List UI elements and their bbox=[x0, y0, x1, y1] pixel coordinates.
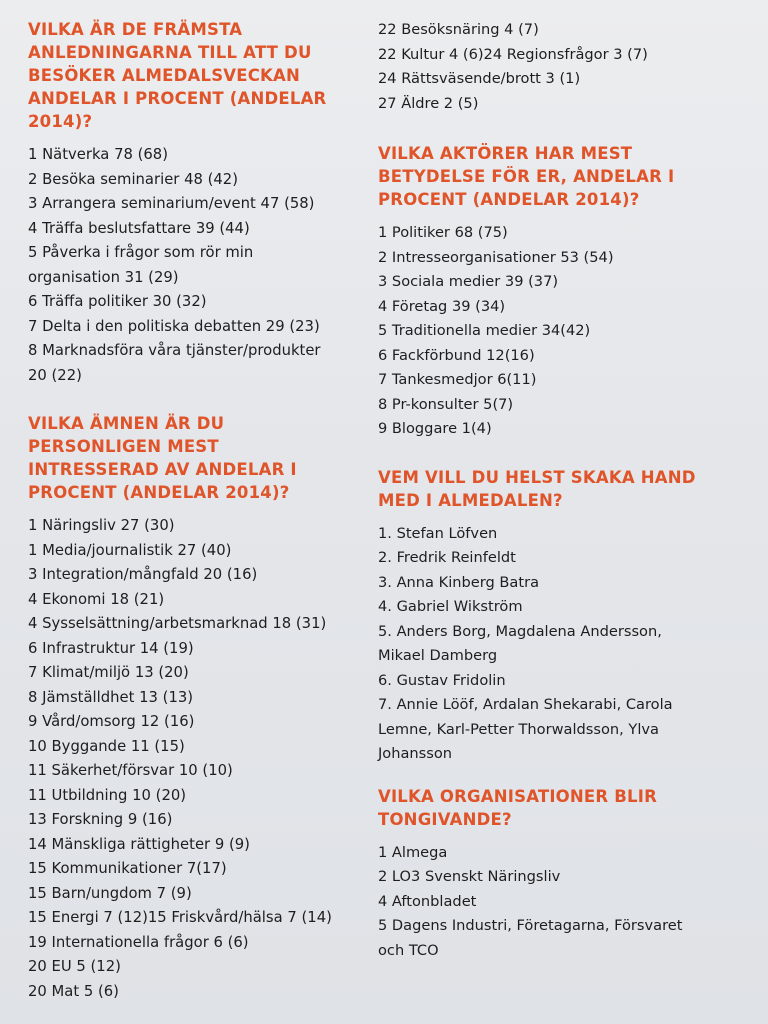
list-item: 4 Företag 39 (34) bbox=[378, 297, 506, 315]
section-reasons bbox=[28, 18, 368, 388]
list-item: 6 Träffa politiker 30 (32) bbox=[28, 293, 207, 310]
list-reasons bbox=[28, 143, 368, 388]
list-item: 2 Besöka seminarier 48 (42) bbox=[28, 170, 238, 188]
list-item: 9 Vård/omsorg 12 (16) bbox=[28, 713, 195, 730]
list-item: 5 Dagens Industri, Företagarna, Försvaret bbox=[378, 917, 683, 934]
list-item: Mikael Damberg bbox=[378, 647, 498, 664]
list-topics bbox=[28, 514, 368, 1004]
list-item: 3. Anna Kinberg Batra bbox=[378, 573, 540, 591]
list-item: 5 Traditionella medier 34(42) bbox=[378, 322, 591, 339]
list-item: 15 Energi 7 (12)15 Friskvård/hälsa 7 (14) bbox=[28, 909, 332, 926]
list-item: 22 Kultur 4 (6)24 Regionsfrågor 3 (7) bbox=[378, 45, 648, 63]
list-item: 5. Anders Borg, Magdalena Andersson, bbox=[378, 622, 662, 640]
list-item: 5 Påverka i frågor som rör min bbox=[28, 244, 254, 261]
list-item: 24 Rättsväsende/brott 3 (1) bbox=[378, 70, 581, 87]
list-item: 2 LO3 Svenskt Näringsliv bbox=[378, 868, 561, 885]
list-item: 15 Barn/ungdom 7 (9) bbox=[28, 884, 192, 902]
list-item: 14 Mänskliga rättigheter 9 (9) bbox=[28, 835, 250, 853]
section-heading-reasons: VILKA ÄR DE FRÄMSTA ANLEDNINGARNA TILL ATT DU BESÖKER ALMEDALSVECKAN ANDELAR I PROCENT (ANDELAR 2014)? bbox=[28, 20, 327, 131]
list-item: 8 Pr-konsulter 5(7) bbox=[378, 395, 514, 413]
list-item: 8 Marknadsföra våra tjänster/produkter bbox=[28, 342, 321, 359]
list-item: 3 Sociala medier 39 (37) bbox=[378, 273, 559, 290]
list-item: 27 Äldre 2 (5) bbox=[378, 94, 479, 112]
section-heading-actors: VILKA AKTÖRER HAR MEST BETYDELSE FÖR ER, ANDELAR I PROCENT (ANDELAR 2014)? bbox=[378, 144, 675, 209]
list-item: 20 Mat 5 (6) bbox=[28, 982, 119, 1000]
list-item: 20 EU 5 (12) bbox=[28, 958, 121, 975]
list-item: och TCO bbox=[378, 941, 439, 959]
list-item: Johansson bbox=[378, 745, 453, 762]
list-item: 10 Byggande 11 (15) bbox=[28, 737, 185, 755]
list-item: Lemne, Karl-Petter Thorwaldsson, Ylva bbox=[378, 720, 659, 738]
list-item: organisation 31 (29) bbox=[28, 268, 179, 286]
section-topics bbox=[28, 412, 368, 1004]
list-item: 19 Internationella frågor 6 (6) bbox=[28, 933, 249, 951]
list-item: 1. Stefan Löfven bbox=[378, 524, 498, 542]
list-item: 20 (22) bbox=[28, 366, 82, 384]
list-item: 1 Politiker 68 (75) bbox=[378, 224, 508, 241]
list-item: 7 Tankesmedjor 6(11) bbox=[378, 371, 537, 388]
list-item: 11 Säkerhet/försvar 10 (10) bbox=[28, 762, 233, 779]
list-item: 4 Träffa beslutsfattare 39 (44) bbox=[28, 219, 250, 237]
list-handshake bbox=[378, 522, 730, 767]
list-item: 4 Sysselsättning/arbetsmarknad 18 (31) bbox=[28, 615, 327, 632]
section-topics-continued bbox=[378, 18, 730, 116]
list-item: 7 Delta i den politiska debatten 29 (23) bbox=[28, 317, 320, 335]
list-item: 15 Kommunikationer 7(17) bbox=[28, 860, 227, 877]
list-item: 22 Besöksnäring 4 (7) bbox=[378, 21, 539, 38]
section-heading-topics: VILKA ÄMNEN ÄR DU PERSONLIGEN MEST INTRESSERAD AV ANDELAR I PROCENT (ANDELAR 2014)? bbox=[28, 414, 297, 502]
list-item: 1 Media/journalistik 27 (40) bbox=[28, 541, 232, 559]
list-item: 3 Arrangera seminarium/event 47 (58) bbox=[28, 195, 315, 212]
right-column bbox=[378, 0, 730, 977]
list-item: 6 Fackförbund 12(16) bbox=[378, 346, 535, 364]
section-handshake bbox=[378, 466, 730, 767]
list-item: 7 Klimat/miljö 13 (20) bbox=[28, 664, 189, 681]
list-topics-continued bbox=[378, 18, 730, 116]
list-item: 3 Integration/mångfald 20 (16) bbox=[28, 566, 258, 583]
list-item: 9 Bloggare 1(4) bbox=[378, 420, 492, 437]
list-item: 1 Almega bbox=[378, 843, 448, 861]
list-item: 2. Fredrik Reinfeldt bbox=[378, 549, 516, 566]
list-organisations bbox=[378, 841, 730, 964]
list-item: 4. Gabriel Wikström bbox=[378, 598, 523, 615]
list-actors bbox=[378, 221, 730, 442]
list-item: 4 Ekonomi 18 (21) bbox=[28, 590, 165, 608]
section-heading-handshake: VEM VILL DU HELST SKAKA HAND MED I ALMEDALEN? bbox=[378, 467, 696, 510]
section-organisations bbox=[378, 785, 730, 964]
left-column bbox=[28, 0, 368, 1018]
list-item: 7. Annie Lööf, Ardalan Shekarabi, Carola bbox=[378, 696, 673, 713]
list-item: 1 Nätverka 78 (68) bbox=[28, 146, 168, 163]
list-item: 2 Intresseorganisationer 53 (54) bbox=[378, 248, 614, 266]
section-heading-organisations: VILKA ORGANISATIONER BLIR TONGIVANDE? bbox=[378, 786, 657, 829]
list-item: 1 Näringsliv 27 (30) bbox=[28, 517, 175, 534]
list-item: 13 Forskning 9 (16) bbox=[28, 811, 173, 828]
list-item: 11 Utbildning 10 (20) bbox=[28, 786, 187, 804]
list-item: 6 Infrastruktur 14 (19) bbox=[28, 639, 194, 657]
list-item: 6. Gustav Fridolin bbox=[378, 671, 506, 689]
list-item: 4 Aftonbladet bbox=[378, 892, 477, 910]
section-actors bbox=[378, 142, 730, 442]
list-item: 8 Jämställdhet 13 (13) bbox=[28, 688, 194, 706]
